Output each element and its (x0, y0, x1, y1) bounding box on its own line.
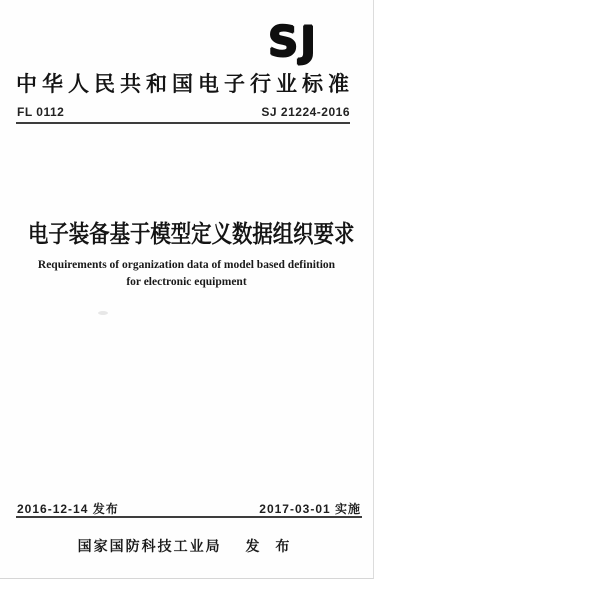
scan-artifact-speck (98, 311, 108, 315)
standard-title-english-line2: for electronic equipment (126, 276, 247, 288)
standard-number: SJ 21224-2016 (261, 105, 350, 119)
issue-date: 2016-12-14 发布 (17, 502, 119, 516)
footer-divider (16, 516, 362, 518)
publisher-row (0, 538, 373, 554)
standard-title-english-line1: Requirements of organization data of model based definition (37, 259, 336, 271)
publish-label: 发 布 (245, 538, 296, 554)
implement-date: 2017-03-01 实施 (259, 502, 361, 516)
classification-code: FL 0112 (17, 105, 65, 119)
sj-logo: SJ (268, 17, 318, 66)
header-divider (16, 122, 350, 124)
standard-name-heading: 中华人民共和国电子行业标准 (16, 73, 354, 96)
standard-title-chinese: 电子装备基于模型定义数据组织要求 (27, 221, 355, 248)
dates-row (17, 500, 361, 517)
publisher-name: 国家国防科技工业局 (77, 538, 222, 554)
codes-row (17, 105, 350, 119)
